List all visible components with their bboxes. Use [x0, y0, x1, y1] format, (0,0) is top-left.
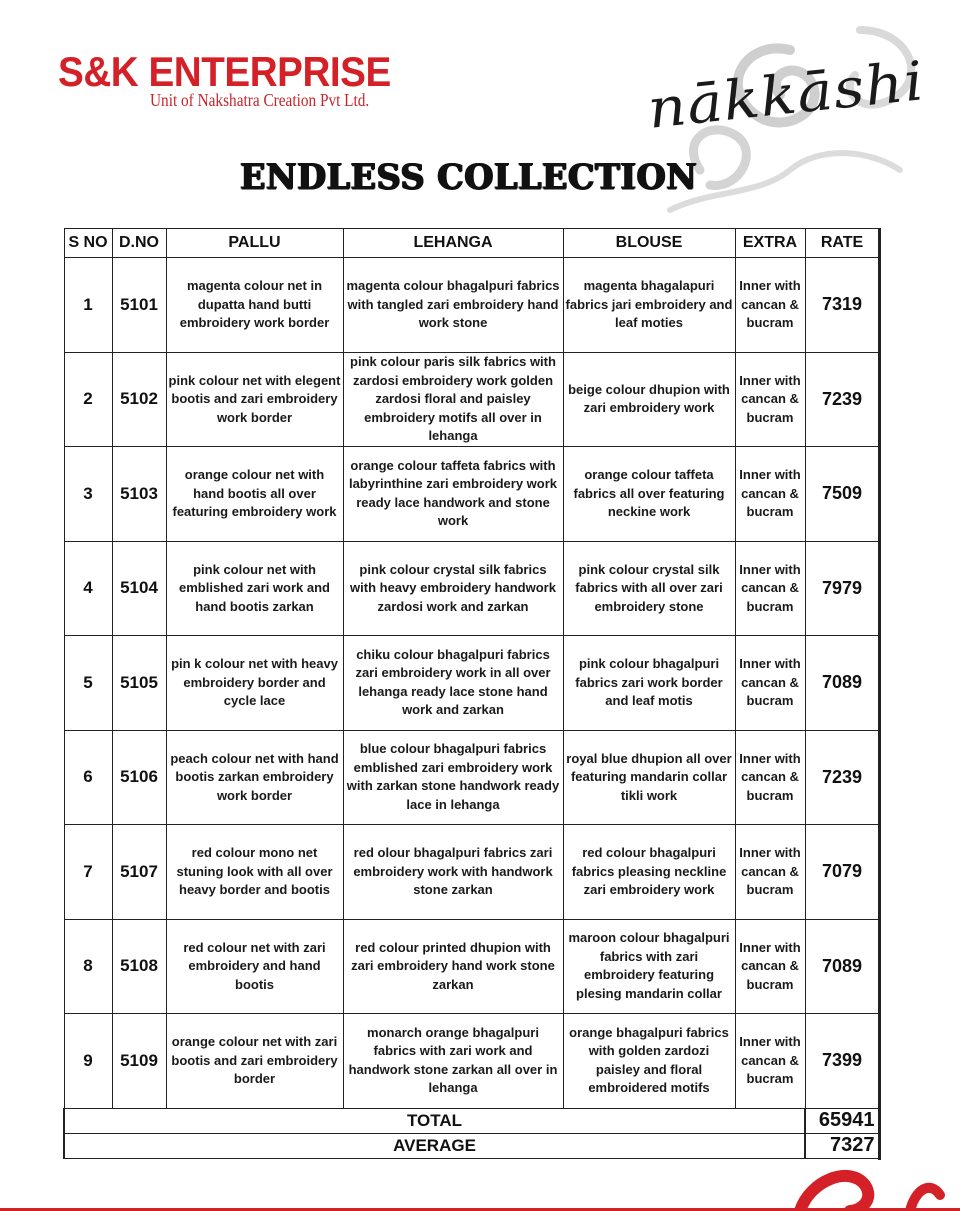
- table-row: [64, 919, 879, 1014]
- col-header-rate: RATE: [805, 229, 879, 258]
- cell-blouse: maroon colour bhagalpuri fabrics with zari embroidery featuring plesing mandarin collar: [563, 919, 735, 1014]
- cell-lehanga: orange colour taffeta fabrics with labyrinthine zari embroidery work ready lace handwork and stone work: [343, 447, 563, 542]
- cell-sno: 6: [64, 730, 112, 825]
- cell-blouse: pink colour crystal silk fabrics with all over zari embroidery stone: [563, 541, 735, 636]
- cell-lehanga: red olour bhagalpuri fabrics zari embroidery work with handwork stone zarkan: [343, 825, 563, 920]
- cell-pallu: pin k colour net with heavy embroidery border and cycle lace: [166, 636, 343, 731]
- cell-dno: 5101: [112, 258, 166, 353]
- cell-extra: Inner with cancan & bucram: [735, 541, 805, 636]
- cell-lehanga: monarch orange bhagalpuri fabrics with zari work and handwork stone zarkan all over in lehanga: [343, 1014, 563, 1109]
- cell-extra: Inner with cancan & bucram: [735, 1014, 805, 1109]
- cell-lehanga: blue colour bhagalpuri fabrics emblished zari embroidery work with zarkan stone handwork ready lace in lehanga: [343, 730, 563, 825]
- table-row: [64, 258, 879, 353]
- nakkashi-logo: nākkāshi: [644, 49, 928, 141]
- cell-lehanga: red colour printed dhupion with zari embroidery hand work stone zarkan: [343, 919, 563, 1014]
- cell-dno: 5105: [112, 636, 166, 731]
- cell-pallu: pink colour net with emblished zari work and hand bootis zarkan: [166, 541, 343, 636]
- cell-sno: 4: [64, 541, 112, 636]
- col-header-sno: S NO: [64, 229, 112, 258]
- cell-pallu: pink colour net with elegent bootis and zari embroidery work border: [166, 352, 343, 447]
- cell-sno: 1: [64, 258, 112, 353]
- cell-extra: Inner with cancan & bucram: [735, 258, 805, 353]
- cell-pallu: red colour mono net stuning look with all over heavy border and bootis: [166, 825, 343, 920]
- cell-rate: 7239: [805, 730, 879, 825]
- cell-blouse: pink colour bhagalpuri fabrics zari work border and leaf motis: [563, 636, 735, 731]
- cell-extra: Inner with cancan & bucram: [735, 825, 805, 920]
- col-header-extra: EXTRA: [735, 229, 805, 258]
- cell-pallu: peach colour net with hand bootis zarkan embroidery work border: [166, 730, 343, 825]
- cell-sno: 2: [64, 352, 112, 447]
- cell-blouse: magenta bhagalapuri fabrics jari embroidery and leaf moties: [563, 258, 735, 353]
- cell-pallu: orange colour net with zari bootis and zari embroidery border: [166, 1014, 343, 1109]
- cell-sno: 9: [64, 1014, 112, 1109]
- average-value: 7327: [805, 1133, 879, 1158]
- cell-extra: Inner with cancan & bucram: [735, 636, 805, 731]
- table-row: [64, 352, 879, 447]
- cell-rate: 7319: [805, 258, 879, 353]
- average-label: AVERAGE: [64, 1133, 805, 1158]
- cell-pallu: magenta colour net in dupatta hand butti embroidery work border: [166, 258, 343, 353]
- cell-extra: Inner with cancan & bucram: [735, 447, 805, 542]
- cell-extra: Inner with cancan & bucram: [735, 919, 805, 1014]
- average-row: [64, 1133, 879, 1158]
- brand-subtitle: Unit of Nakshatra Creation Pvt Ltd.: [150, 90, 370, 110]
- cell-rate: 7089: [805, 919, 879, 1014]
- table-row: [64, 730, 879, 825]
- cell-rate: 7089: [805, 636, 879, 731]
- cell-blouse: orange colour taffeta fabrics all over featuring neckine work: [563, 447, 735, 542]
- cell-lehanga: chiku colour bhagalpuri fabrics zari embroidery work in all over lehanga ready lace stone hand work and zarkan: [343, 636, 563, 731]
- table-row: [64, 541, 879, 636]
- cell-dno: 5109: [112, 1014, 166, 1109]
- col-header-lehanga: LEHANGA: [343, 229, 563, 258]
- cell-dno: 5106: [112, 730, 166, 825]
- total-row: [64, 1108, 879, 1133]
- cell-dno: 5108: [112, 919, 166, 1014]
- cell-dno: 5104: [112, 541, 166, 636]
- cell-pallu: orange colour net with hand bootis all over featuring embroidery work: [166, 447, 343, 542]
- brand-name: S&K ENTERPRISE: [58, 48, 391, 95]
- cell-sno: 8: [64, 919, 112, 1014]
- cell-lehanga: pink colour crystal silk fabrics with heavy embroidery handwork zardosi work and zarkan: [343, 541, 563, 636]
- col-header-pallu: PALLU: [166, 229, 343, 258]
- brand-block: [58, 50, 420, 111]
- cell-sno: 5: [64, 636, 112, 731]
- col-header-dno: D.NO: [112, 229, 166, 258]
- red-swirl-icon: [790, 1160, 960, 1211]
- cell-sno: 3: [64, 447, 112, 542]
- cell-extra: Inner with cancan & bucram: [735, 352, 805, 447]
- cell-blouse: beige colour dhupion with zari embroidery work: [563, 352, 735, 447]
- cell-sno: 7: [64, 825, 112, 920]
- cell-extra: Inner with cancan & bucram: [735, 730, 805, 825]
- cell-lehanga: magenta colour bhagalpuri fabrics with tangled zari embroidery hand work stone: [343, 258, 563, 353]
- table-row: [64, 636, 879, 731]
- total-value: 65941: [805, 1108, 879, 1133]
- table-right-border: [878, 228, 881, 1160]
- table-row: [64, 825, 879, 920]
- cell-dno: 5102: [112, 352, 166, 447]
- table-row: [64, 1014, 879, 1109]
- cell-rate: 7979: [805, 541, 879, 636]
- table-row: [64, 447, 879, 542]
- catalog-table: [63, 228, 880, 1159]
- cell-dno: 5107: [112, 825, 166, 920]
- cell-pallu: red colour net with zari embroidery and hand bootis: [166, 919, 343, 1014]
- cell-blouse: royal blue dhupion all over featuring mandarin collar tikli work: [563, 730, 735, 825]
- cell-lehanga: pink colour paris silk fabrics with zardosi embroidery work golden zardosi floral and paisley embroidery motifs all over in lehanga: [343, 352, 563, 447]
- col-header-blouse: BLOUSE: [563, 229, 735, 258]
- header-row: [64, 229, 879, 258]
- cell-rate: 7509: [805, 447, 879, 542]
- cell-rate: 7079: [805, 825, 879, 920]
- cell-blouse: orange bhagalpuri fabrics with golden zardozi paisley and floral embroidered motifs: [563, 1014, 735, 1109]
- cell-rate: 7399: [805, 1014, 879, 1109]
- collection-title: ENDLESS COLLECTION: [240, 157, 698, 197]
- cell-rate: 7239: [805, 352, 879, 447]
- total-label: TOTAL: [64, 1108, 805, 1133]
- cell-blouse: red colour bhagalpuri fabrics pleasing neckline zari embroidery work: [563, 825, 735, 920]
- cell-dno: 5103: [112, 447, 166, 542]
